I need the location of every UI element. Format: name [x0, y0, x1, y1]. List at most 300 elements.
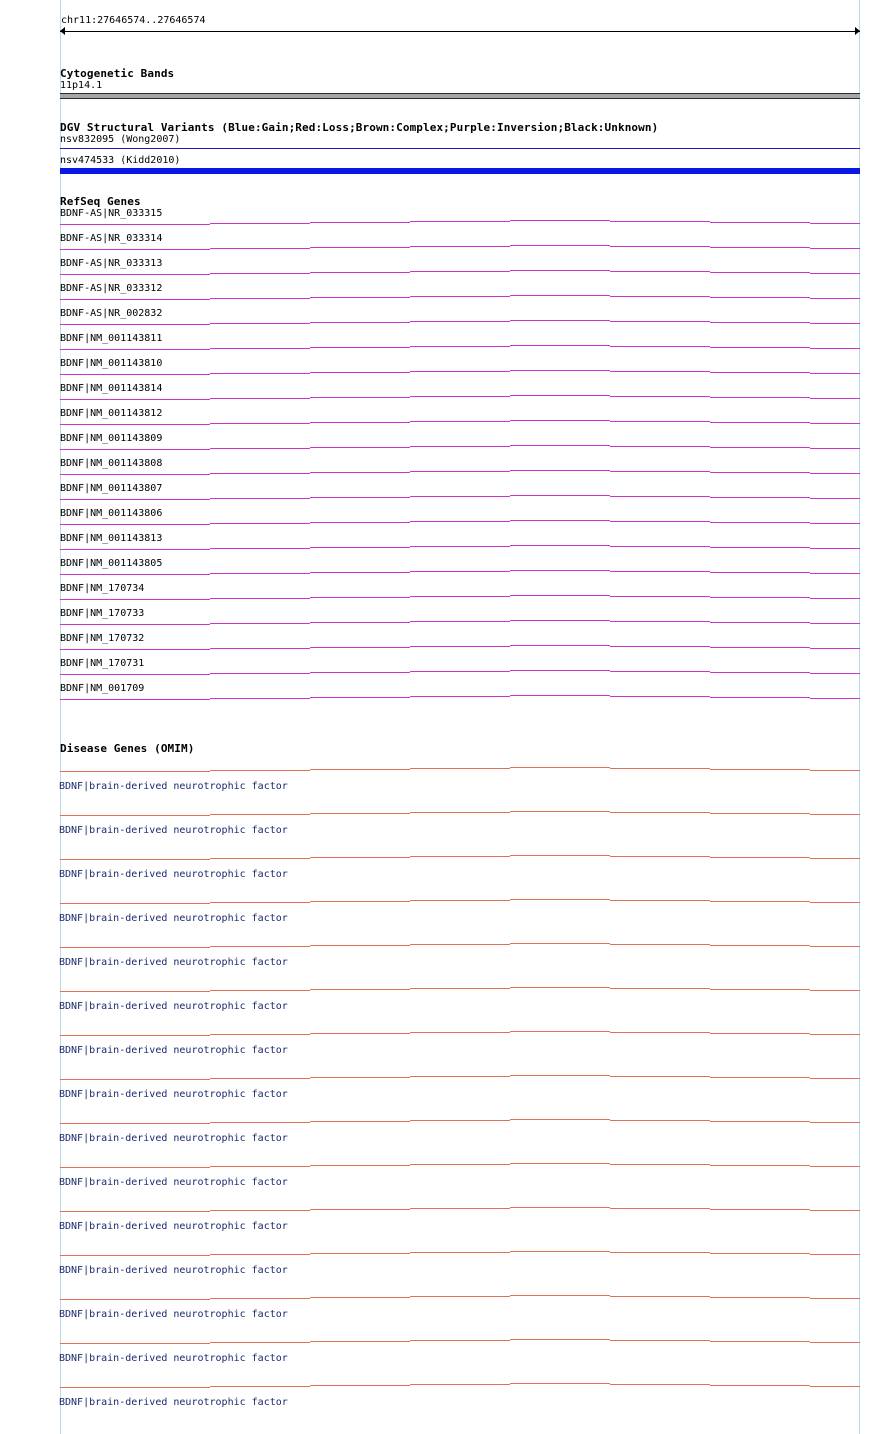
gene-bar-segment	[210, 373, 310, 374]
disease-bar-segment	[510, 1075, 610, 1076]
gene-bar-segment	[210, 548, 310, 549]
disease-bar-segment	[310, 1165, 410, 1166]
gene-bar-segment	[410, 371, 510, 372]
gene-bar-segment	[310, 447, 410, 448]
gene-bar-segment	[610, 521, 710, 522]
disease-bar-segment	[710, 989, 810, 990]
refseq-gene-bar[interactable]	[60, 395, 860, 401]
disease-bar-segment	[710, 1385, 810, 1386]
disease-bar-segment	[310, 857, 410, 858]
disease-bar-segment	[60, 947, 210, 948]
gene-bar-segment	[710, 447, 810, 448]
disease-bar-segment	[510, 987, 610, 988]
disease-bar-segment	[210, 990, 310, 991]
refseq-gene-bar[interactable]	[60, 620, 860, 626]
gene-bar-segment	[710, 222, 810, 223]
gene-bar-segment	[810, 698, 860, 699]
disease-bar-segment	[810, 858, 860, 859]
gene-bar-segment	[60, 274, 210, 275]
gene-bar-segment	[60, 249, 210, 250]
refseq-gene-bar[interactable]	[60, 595, 860, 601]
disease-bar-segment	[510, 811, 610, 812]
gene-bar-segment	[60, 299, 210, 300]
gene-bar-segment	[810, 373, 860, 374]
disease-bar-segment	[710, 1209, 810, 1210]
gene-bar-segment	[710, 372, 810, 373]
gene-bar-segment	[410, 296, 510, 297]
omim-disease-label[interactable]: BDNF|brain-derived neurotrophic factor	[59, 1045, 288, 1056]
disease-bar-segment	[710, 1121, 810, 1122]
refseq-gene-bar[interactable]	[60, 695, 860, 701]
gene-bar-segment	[410, 571, 510, 572]
omim-disease-bar[interactable]	[60, 1163, 860, 1169]
gene-bar-segment	[410, 321, 510, 322]
disease-bar-segment	[810, 1078, 860, 1079]
gene-bar-segment	[810, 248, 860, 249]
disease-bar-segment	[410, 1076, 510, 1077]
disease-bar-segment	[310, 1121, 410, 1122]
gene-bar-segment	[410, 471, 510, 472]
gene-bar-segment	[210, 298, 310, 299]
disease-bar-segment	[210, 1298, 310, 1299]
gene-bar-segment	[510, 545, 610, 546]
gene-bar-segment	[60, 699, 210, 700]
disease-bar-segment	[210, 1078, 310, 1079]
gene-bar-segment	[410, 646, 510, 647]
disease-bar-segment	[610, 1384, 710, 1385]
gene-bar-segment	[310, 472, 410, 473]
gene-bar-segment	[410, 496, 510, 497]
dgv-variant-bar[interactable]	[60, 148, 860, 149]
refseq-gene-label[interactable]: BDNF|NM_001709	[60, 683, 145, 694]
disease-bar-segment	[810, 1034, 860, 1035]
gene-bar-segment	[810, 423, 860, 424]
gene-bar-segment	[60, 424, 210, 425]
gene-bar-segment	[710, 397, 810, 398]
omim-disease-label[interactable]: BDNF|brain-derived neurotrophic factor	[59, 1397, 288, 1408]
omim-disease-bar[interactable]	[60, 899, 860, 905]
gene-bar-segment	[60, 324, 210, 325]
gene-bar-segment	[710, 297, 810, 298]
gene-bar-segment	[810, 523, 860, 524]
omim-disease-bar[interactable]	[60, 855, 860, 861]
gene-bar-segment	[710, 622, 810, 623]
gene-bar-segment	[610, 471, 710, 472]
dgv-variant-label[interactable]: nsv474533 (Kidd2010)	[60, 155, 181, 166]
omim-disease-bar[interactable]	[60, 1295, 860, 1301]
disease-bar-segment	[710, 857, 810, 858]
gene-bar-segment	[60, 449, 210, 450]
disease-bar-segment	[710, 1253, 810, 1254]
omim-disease-bar[interactable]	[60, 1339, 860, 1345]
gene-bar-segment	[410, 521, 510, 522]
gene-bar-segment	[610, 596, 710, 597]
gene-bar-segment	[810, 573, 860, 574]
ruler-line	[60, 31, 860, 32]
refseq-gene-bar[interactable]	[60, 295, 860, 301]
disease-bar-segment	[310, 989, 410, 990]
dgv-track-title: DGV Structural Variants (Blue:Gain;Red:Loss;Brown:Complex;Purple:Inversion;Black:Unknown)	[60, 121, 659, 134]
disease-bar-segment	[410, 856, 510, 857]
refseq-gene-bar[interactable]	[60, 420, 860, 426]
gene-bar-segment	[310, 647, 410, 648]
disease-bar-segment	[310, 1077, 410, 1078]
omim-disease-label[interactable]: BDNF|brain-derived neurotrophic factor	[59, 1309, 288, 1320]
gene-bar-segment	[210, 323, 310, 324]
disease-bar-segment	[60, 903, 210, 904]
disease-bar-segment	[710, 1297, 810, 1298]
gene-bar-segment	[810, 648, 860, 649]
refseq-gene-bar[interactable]	[60, 245, 860, 251]
disease-bar-segment	[710, 1033, 810, 1034]
omim-disease-bar[interactable]	[60, 767, 860, 773]
refseq-gene-bar[interactable]	[60, 445, 860, 451]
disease-bar-segment	[310, 1341, 410, 1342]
gene-bar-segment	[510, 345, 610, 346]
refseq-gene-bar[interactable]	[60, 270, 860, 276]
gene-bar-segment	[60, 224, 210, 225]
omim-disease-label[interactable]: BDNF|brain-derived neurotrophic factor	[59, 869, 288, 880]
disease-bar-segment	[410, 988, 510, 989]
disease-bar-segment	[610, 900, 710, 901]
disease-bar-segment	[60, 815, 210, 816]
disease-bar-segment	[210, 1254, 310, 1255]
disease-bar-segment	[710, 945, 810, 946]
disease-bar-segment	[510, 1163, 610, 1164]
gene-bar-segment	[810, 273, 860, 274]
refseq-gene-label[interactable]: BDNF-AS|NR_033312	[60, 283, 163, 294]
disease-bar-segment	[210, 1034, 310, 1035]
refseq-gene-label[interactable]: BDNF|NM_001143808	[60, 458, 163, 469]
gene-bar-segment	[610, 646, 710, 647]
gene-bar-segment	[510, 445, 610, 446]
omim-disease-label[interactable]: BDNF|brain-derived neurotrophic factor	[59, 957, 288, 968]
gene-bar-segment	[710, 697, 810, 698]
refseq-gene-bar[interactable]	[60, 470, 860, 476]
refseq-gene-bar[interactable]	[60, 545, 860, 551]
disease-bar-segment	[310, 769, 410, 770]
disease-bar-segment	[60, 991, 210, 992]
disease-bar-segment	[210, 814, 310, 815]
gene-bar-segment	[810, 673, 860, 674]
gene-bar-segment	[310, 522, 410, 523]
gene-bar-segment	[710, 672, 810, 673]
gene-bar-segment	[410, 221, 510, 222]
gene-bar-segment	[210, 648, 310, 649]
omim-disease-bar[interactable]	[60, 1075, 860, 1081]
gene-bar-segment	[710, 347, 810, 348]
refseq-gene-bar[interactable]	[60, 220, 860, 226]
gene-bar-segment	[610, 346, 710, 347]
gene-bar-segment	[810, 323, 860, 324]
disease-bar-segment	[610, 856, 710, 857]
gene-bar-segment	[60, 474, 210, 475]
gene-bar-segment	[710, 472, 810, 473]
gene-bar-segment	[710, 272, 810, 273]
gene-bar-segment	[510, 420, 610, 421]
gene-bar-segment	[710, 322, 810, 323]
omim-disease-bar[interactable]	[60, 1383, 860, 1389]
omim-disease-label[interactable]: BDNF|brain-derived neurotrophic factor	[59, 1353, 288, 1364]
refseq-gene-label[interactable]: BDNF|NM_001143814	[60, 383, 163, 394]
disease-bar-segment	[510, 1251, 610, 1252]
gene-bar-segment	[510, 395, 610, 396]
gene-bar-segment	[410, 621, 510, 622]
gene-bar-segment	[310, 622, 410, 623]
gene-bar-segment	[210, 598, 310, 599]
omim-disease-label[interactable]: BDNF|brain-derived neurotrophic factor	[59, 825, 288, 836]
disease-bar-segment	[410, 1208, 510, 1209]
gene-bar-segment	[410, 246, 510, 247]
disease-bar-segment	[310, 1297, 410, 1298]
gene-bar-segment	[310, 497, 410, 498]
disease-bar-segment	[510, 855, 610, 856]
refseq-gene-bar[interactable]	[60, 495, 860, 501]
disease-bar-segment	[610, 812, 710, 813]
disease-bar-segment	[610, 1164, 710, 1165]
disease-bar-segment	[510, 1119, 610, 1120]
omim-disease-bar[interactable]	[60, 1251, 860, 1257]
gene-bar-segment	[810, 398, 860, 399]
refseq-gene-bar[interactable]	[60, 670, 860, 676]
disease-bar-segment	[410, 768, 510, 769]
gene-bar-segment	[410, 446, 510, 447]
refseq-gene-label[interactable]: BDNF|NM_001143809	[60, 433, 163, 444]
omim-disease-label[interactable]: BDNF|brain-derived neurotrophic factor	[59, 1089, 288, 1100]
gene-bar-segment	[610, 446, 710, 447]
disease-bar-segment	[610, 1208, 710, 1209]
ruler-left-arrow-icon	[60, 27, 65, 35]
gene-bar-segment	[810, 548, 860, 549]
refseq-gene-label[interactable]: BDNF-AS|NR_033313	[60, 258, 163, 269]
gene-bar-segment	[60, 499, 210, 500]
disease-bar-segment	[510, 943, 610, 944]
gene-bar-segment	[310, 547, 410, 548]
gene-bar-segment	[510, 495, 610, 496]
gene-bar-segment	[310, 597, 410, 598]
disease-bar-segment	[60, 1123, 210, 1124]
gene-bar-segment	[510, 570, 610, 571]
disease-bar-segment	[310, 901, 410, 902]
disease-bar-segment	[510, 1295, 610, 1296]
omim-disease-bar[interactable]	[60, 811, 860, 817]
disease-bar-segment	[60, 859, 210, 860]
refseq-gene-label[interactable]: BDNF|NM_001143812	[60, 408, 163, 419]
omim-disease-bar[interactable]	[60, 1119, 860, 1125]
omim-disease-label[interactable]: BDNF|brain-derived neurotrophic factor	[59, 1265, 288, 1276]
omim-disease-bar[interactable]	[60, 987, 860, 993]
disease-bar-segment	[60, 1167, 210, 1168]
gene-bar-segment	[310, 422, 410, 423]
dgv-variant-label[interactable]: nsv832095 (Wong2007)	[60, 134, 181, 145]
gene-bar-segment	[210, 498, 310, 499]
omim-disease-bar[interactable]	[60, 1031, 860, 1037]
refseq-gene-label[interactable]: BDNF-AS|NR_002832	[60, 308, 163, 319]
gene-bar-segment	[610, 571, 710, 572]
omim-disease-label[interactable]: BDNF|brain-derived neurotrophic factor	[59, 1133, 288, 1144]
disease-bar-segment	[810, 1122, 860, 1123]
gene-bar-segment	[410, 421, 510, 422]
gene-bar-segment	[510, 220, 610, 221]
disease-bar-segment	[810, 990, 860, 991]
disease-bar-segment	[60, 1255, 210, 1256]
gene-bar-segment	[510, 695, 610, 696]
gene-bar-segment	[810, 473, 860, 474]
gene-bar-segment	[60, 674, 210, 675]
disease-bar-segment	[810, 902, 860, 903]
disease-bar-segment	[410, 1384, 510, 1385]
gene-bar-segment	[60, 549, 210, 550]
gene-bar-segment	[510, 470, 610, 471]
refseq-gene-bar[interactable]	[60, 345, 860, 351]
disease-bar-segment	[510, 1339, 610, 1340]
gene-bar-segment	[210, 698, 310, 699]
gene-bar-segment	[210, 448, 310, 449]
refseq-gene-label[interactable]: BDNF|NM_170732	[60, 633, 145, 644]
refseq-gene-label[interactable]: BDNF|NM_170734	[60, 583, 145, 594]
gene-bar-segment	[310, 347, 410, 348]
refseq-gene-bar[interactable]	[60, 520, 860, 526]
gene-bar-segment	[60, 599, 210, 600]
gene-bar-segment	[210, 473, 310, 474]
disease-bar-segment	[410, 944, 510, 945]
refseq-gene-label[interactable]: BDNF|NM_001143811	[60, 333, 163, 344]
gene-bar-segment	[510, 620, 610, 621]
genome-browser-panel	[60, 0, 860, 1434]
gene-bar-segment	[710, 572, 810, 573]
gene-bar-segment	[610, 421, 710, 422]
disease-bar-segment	[610, 944, 710, 945]
disease-bar-segment	[610, 768, 710, 769]
disease-bar-segment	[410, 900, 510, 901]
right-guide-line	[859, 0, 860, 1434]
disease-bar-segment	[60, 1387, 210, 1388]
disease-bar-segment	[610, 988, 710, 989]
omim-disease-label[interactable]: BDNF|brain-derived neurotrophic factor	[59, 1221, 288, 1232]
disease-bar-segment	[510, 1207, 610, 1208]
gene-bar-segment	[810, 448, 860, 449]
refseq-gene-label[interactable]: BDNF|NM_170731	[60, 658, 145, 669]
disease-bar-segment	[510, 1383, 610, 1384]
disease-bar-segment	[310, 1033, 410, 1034]
omim-disease-label[interactable]: BDNF|brain-derived neurotrophic factor	[59, 913, 288, 924]
ruler-right-arrow-icon	[855, 27, 860, 35]
disease-bar-segment	[210, 1386, 310, 1387]
gene-bar-segment	[210, 398, 310, 399]
gene-bar-segment	[410, 671, 510, 672]
refseq-gene-label[interactable]: BDNF|NM_170733	[60, 608, 145, 619]
gene-bar-segment	[210, 348, 310, 349]
disease-bar-segment	[310, 1385, 410, 1386]
disease-bar-segment	[210, 1342, 310, 1343]
gene-bar-segment	[310, 372, 410, 373]
disease-bar-segment	[410, 1296, 510, 1297]
gene-bar-segment	[310, 222, 410, 223]
cytoband-bar[interactable]	[60, 93, 860, 99]
gene-bar-segment	[310, 322, 410, 323]
gene-bar-segment	[60, 624, 210, 625]
gene-bar-segment	[60, 349, 210, 350]
disease-bar-segment	[710, 769, 810, 770]
dgv-variant-bar[interactable]	[60, 168, 860, 174]
disease-bar-segment	[610, 1076, 710, 1077]
refseq-gene-label[interactable]: BDNF|NM_001143806	[60, 508, 163, 519]
gene-bar-segment	[610, 496, 710, 497]
refseq-gene-bar[interactable]	[60, 645, 860, 651]
gene-bar-segment	[410, 546, 510, 547]
refseq-gene-label[interactable]: BDNF|NM_001143813	[60, 533, 163, 544]
gene-bar-segment	[60, 649, 210, 650]
disease-bar-segment	[510, 767, 610, 768]
cytoband-label[interactable]: 11p14.1	[60, 80, 103, 91]
refseq-gene-label[interactable]: BDNF|NM_001143805	[60, 558, 163, 569]
disease-bar-segment	[410, 812, 510, 813]
gene-bar-segment	[810, 348, 860, 349]
disease-bar-segment	[810, 814, 860, 815]
gene-bar-segment	[510, 645, 610, 646]
gene-bar-segment	[610, 621, 710, 622]
omim-disease-label[interactable]: BDNF|brain-derived neurotrophic factor	[59, 781, 288, 792]
gene-bar-segment	[210, 273, 310, 274]
refseq-gene-label[interactable]: BDNF-AS|NR_033315	[60, 208, 163, 219]
gene-bar-segment	[610, 671, 710, 672]
gene-bar-segment	[60, 374, 210, 375]
refseq-gene-bar[interactable]	[60, 370, 860, 376]
omim-disease-label[interactable]: BDNF|brain-derived neurotrophic factor	[59, 1177, 288, 1188]
refseq-gene-label[interactable]: BDNF|NM_001143810	[60, 358, 163, 369]
refseq-track-title: RefSeq Genes	[60, 195, 141, 208]
disease-bar-segment	[410, 1252, 510, 1253]
disease-bar-segment	[310, 813, 410, 814]
refseq-gene-label[interactable]: BDNF-AS|NR_033314	[60, 233, 163, 244]
gene-bar-segment	[310, 672, 410, 673]
disease-bar-segment	[710, 1165, 810, 1166]
position-ruler	[60, 27, 860, 35]
gene-bar-segment	[60, 524, 210, 525]
gene-bar-segment	[410, 271, 510, 272]
gene-bar-segment	[810, 623, 860, 624]
disease-bar-segment	[410, 1164, 510, 1165]
disease-bar-segment	[610, 1340, 710, 1341]
refseq-gene-label[interactable]: BDNF|NM_001143807	[60, 483, 163, 494]
gene-bar-segment	[610, 271, 710, 272]
gene-bar-segment	[410, 396, 510, 397]
gene-bar-segment	[210, 673, 310, 674]
gene-bar-segment	[510, 370, 610, 371]
disease-bar-segment	[810, 1166, 860, 1167]
disease-bar-segment	[810, 946, 860, 947]
gene-bar-segment	[510, 270, 610, 271]
coordinate-label: chr11:27646574..27646574	[61, 15, 206, 26]
disease-bar-segment	[810, 1210, 860, 1211]
gene-bar-segment	[610, 221, 710, 222]
omim-disease-bar[interactable]	[60, 1207, 860, 1213]
omim-disease-label[interactable]: BDNF|brain-derived neurotrophic factor	[59, 1001, 288, 1012]
refseq-gene-bar[interactable]	[60, 320, 860, 326]
disease-bar-segment	[60, 1211, 210, 1212]
disease-bar-segment	[810, 1298, 860, 1299]
refseq-gene-bar[interactable]	[60, 570, 860, 576]
omim-disease-bar[interactable]	[60, 943, 860, 949]
gene-bar-segment	[210, 248, 310, 249]
disease-bar-segment	[410, 1120, 510, 1121]
gene-bar-segment	[810, 498, 860, 499]
gene-bar-segment	[410, 346, 510, 347]
disease-bar-segment	[710, 1077, 810, 1078]
gene-bar-segment	[510, 320, 610, 321]
disease-bar-segment	[610, 1252, 710, 1253]
gene-bar-segment	[210, 573, 310, 574]
